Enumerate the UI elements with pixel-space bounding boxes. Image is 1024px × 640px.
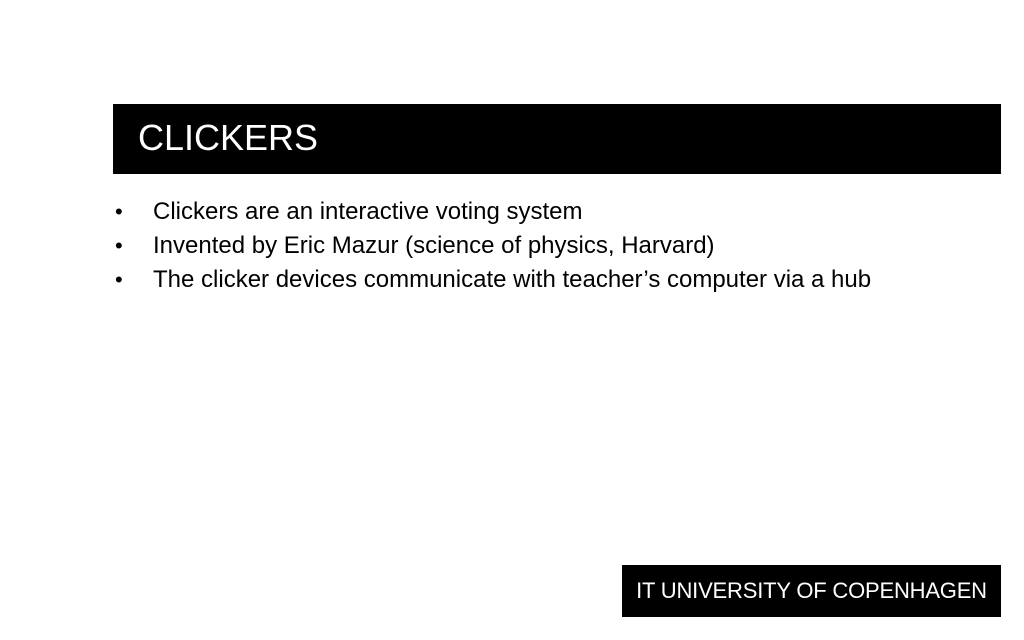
bullet-text: The clicker devices communicate with teacher’s computer via a hub (153, 266, 872, 293)
bullet-text: Invented by Eric Mazur (science of physics, Harvard) (153, 232, 715, 259)
bullet-marker: • (115, 233, 123, 258)
footer-institution: IT UNIVERSITY OF COPENHAGEN (636, 578, 987, 603)
bullet-item (113, 195, 871, 229)
title-bar (113, 104, 1001, 174)
slide-title: CLICKERS (138, 117, 319, 158)
footer-logo-box (622, 565, 1001, 617)
bullet-item (113, 263, 871, 297)
bullet-marker: • (115, 199, 123, 224)
bullet-list (113, 195, 871, 297)
bullet-marker: • (115, 267, 123, 292)
bullet-item (113, 229, 871, 263)
bullet-text: Clickers are an interactive voting system (153, 198, 583, 225)
